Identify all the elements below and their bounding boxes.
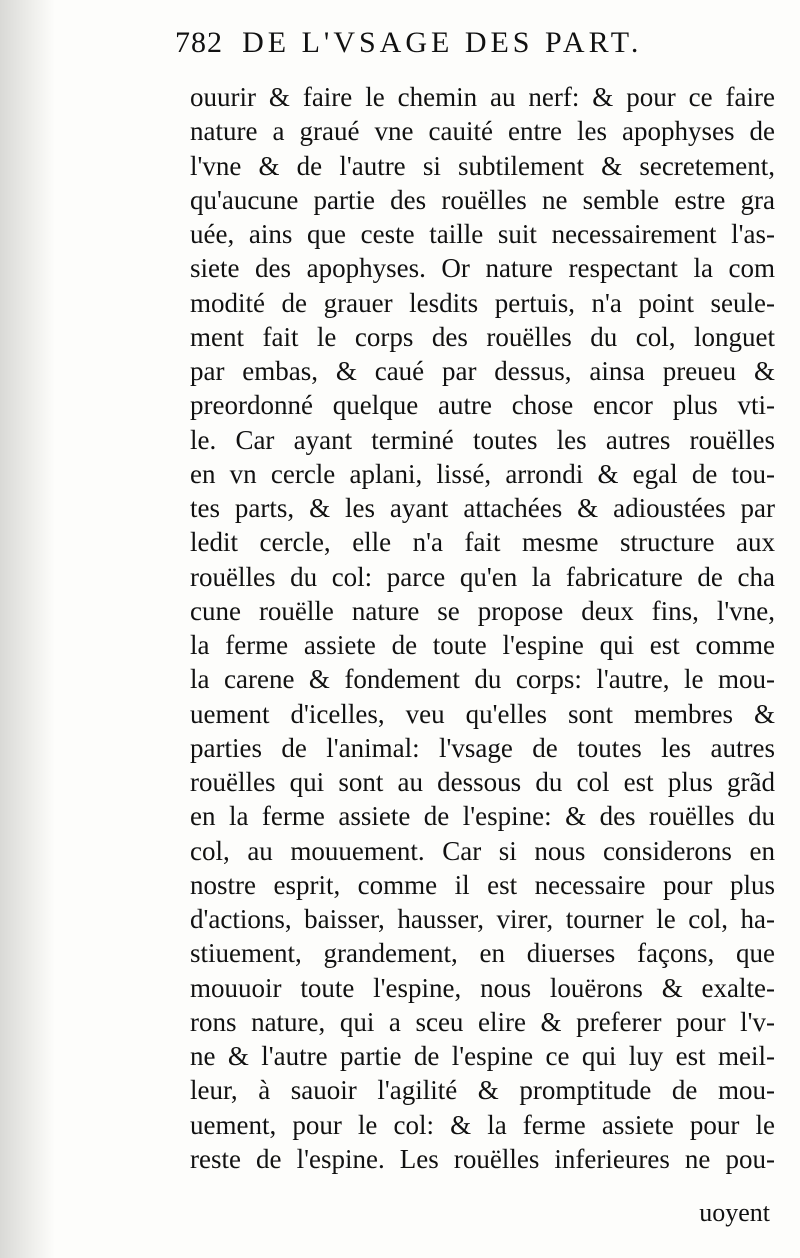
text-line: cune rouëlle nature se propose deux fins, l'vne,	[190, 595, 775, 626]
text-line: l'vne & de l'autre si subtilement & secretement,	[190, 150, 775, 181]
text-line: ne & l'autre partie de l'espine ce qui luy est meil-	[190, 1041, 775, 1071]
text-line: la ferme assiete de toute l'espine qui est comme	[190, 630, 775, 660]
text-line: uement, pour le col: & la ferme assiete pour le	[190, 1109, 775, 1140]
text-line: nature a graué vne cauité entre les apophyses de	[190, 116, 775, 147]
text-line: en la ferme assiete de l'espine: & des rouëlles du	[190, 801, 775, 832]
catchword: uoyent	[699, 1198, 770, 1227]
text-line: reste de l'espine. Les rouëlles inferieures ne pou-	[190, 1143, 775, 1174]
text-line: parties de l'animal: l'vsage de toutes les autres	[190, 732, 775, 763]
running-head	[175, 26, 775, 76]
text-line: rouëlles du col: parce qu'en la fabricature de cha	[190, 561, 775, 592]
text-line: le. Car ayant terminé toutes les autres rouëlles	[190, 424, 775, 455]
text-line: tes parts, & les ayant attachées & adioustées par	[190, 493, 775, 523]
text-line: modité de grauer lesdits pertuis, n'a point seule-	[190, 287, 775, 318]
text-line: rouëlles qui sont au dessous du col est plus grãd	[190, 767, 775, 797]
text-line: leur, à sauoir l'agilité & promptitude de mou-	[190, 1075, 775, 1106]
text-line: par embas, & caué par dessus, ainsa preueu &	[190, 356, 775, 386]
text-line: ouurir & faire le chemin au nerf: & pour ce faire	[190, 82, 775, 112]
text-line: ment fait le corps des rouëlles du col, longuet	[190, 321, 775, 352]
text-line: qu'aucune partie des rouëlles ne semble estre gra	[190, 184, 775, 215]
text-line: rons nature, qui a sceu elire & preferer pour l'v-	[190, 1006, 775, 1037]
text-line: la carene & fondement du corps: l'autre, le mou-	[190, 664, 775, 695]
page-number: 782	[175, 26, 223, 59]
text-line: siete des apophyses. Or nature respectant la com	[190, 253, 775, 284]
text-line: uée, ains que ceste taille suit necessairement l'as-	[190, 219, 775, 249]
text-line: ledit cercle, elle n'a fait mesme structure aux	[190, 527, 775, 558]
text-line: nostre esprit, comme il est necessaire pour plus	[190, 869, 775, 900]
body-text	[190, 80, 775, 1176]
running-title: DE L'VSAGE DES PART.	[242, 26, 643, 59]
gutter-shadow	[0, 0, 55, 1258]
text-line: col, au mouuement. Car si nous considerons en	[190, 835, 775, 866]
text-line: stiuement, grandement, en diuerses façons, que	[190, 938, 775, 969]
text-line: d'actions, baisser, hausser, virer, tourner le col, ha-	[190, 904, 775, 934]
text-line: preordonné quelque autre chose encor plus vti-	[190, 390, 775, 421]
text-line: mouuoir toute l'espine, nous louërons & exalte-	[190, 972, 775, 1003]
text-line: uement d'icelles, veu qu'elles sont membres &	[190, 698, 775, 729]
text-line: en vn cercle aplani, lissé, arrondi & egal de tou-	[190, 458, 775, 489]
